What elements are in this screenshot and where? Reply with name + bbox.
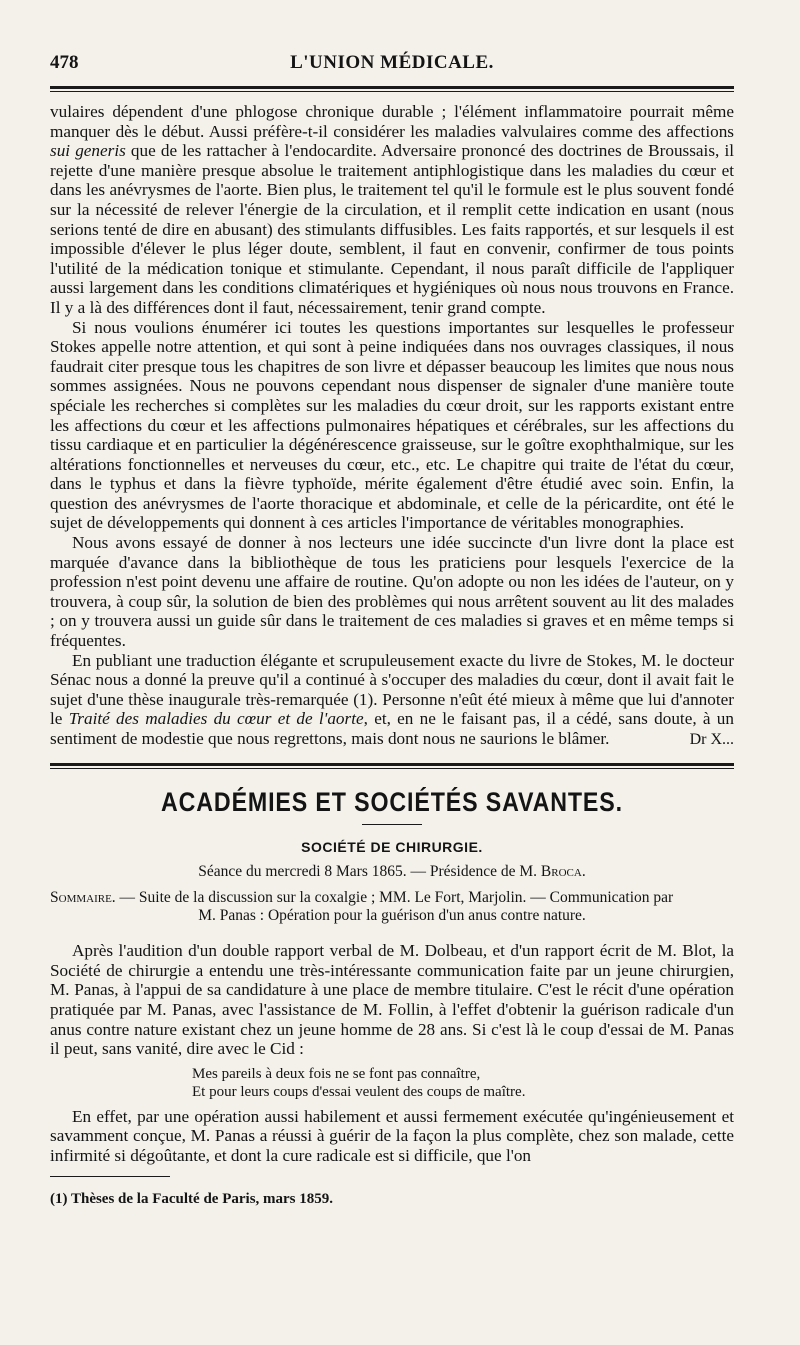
summary-label: Sommaire. bbox=[50, 889, 116, 907]
session-line bbox=[50, 863, 734, 881]
title-underline bbox=[362, 824, 422, 825]
quote-line: Mes pareils à deux fois ne se font pas connaître, bbox=[192, 1065, 481, 1082]
section-title: ACADÉMIES ET SOCIÉTÉS SAVANTES. bbox=[161, 787, 623, 818]
article-paragraph-1 bbox=[50, 102, 734, 318]
summary-text: — Suite de la discussion sur la coxalgie ; MM. Le Fort, Marjolin. — Communication par bbox=[115, 889, 674, 907]
quote-line: Et pour leurs coups d'essai veulent des coups de maître. bbox=[192, 1083, 526, 1100]
session-summary bbox=[50, 889, 734, 925]
header-rule bbox=[50, 86, 734, 89]
session-body-continued bbox=[50, 1107, 734, 1166]
section-rule-thin bbox=[50, 768, 734, 769]
article-paragraph-3: Nous avons essayé de donner à nos lecteurs une idée succincte d'un livre dont la place est marquée d'avance dans la bibliothèque de tous les praticiens pour lesquels l'exercice de la profession n'est point devenu une affaire de routine. Qu'on adopte ou non les idées de l'auteur, on y trouvera, à coup sûr, la solution de bien des problèmes qui nous arrêtent souvent au lit des malades ; on y trouvera aussi un guide sûr dans le traitement de ces maladies si graves et en même temps si fréquentes. bbox=[50, 533, 734, 651]
footnote: (1) Thèses de la Faculté de Paris, mars 1859. bbox=[50, 1190, 334, 1207]
paragraph-text: , et, en ne le faisant pas, il a cédé, sans doute, à un sentiment de modestie que nous regrettons, mais dont nous ne saurions le blâmer. bbox=[50, 709, 734, 748]
running-head bbox=[50, 52, 734, 82]
session-body bbox=[50, 941, 734, 1059]
paragraph-text: En publiant une traduction élégante et scrupuleusement exacte du livre de Stokes, M. le docteur Sénac nous a donné la preuve qu'il a continué à s'occuper des maladies du cœur, dont il avait fait le sujet d'une thèse inaugurale très-remarquée (1). Personne n'eût été mieux à même que lui d'annoter le bbox=[50, 650, 734, 729]
journal-title: L'UNION MÉDICALE. bbox=[290, 52, 494, 73]
book-title: Traité des maladies du cœur et de l'aorte bbox=[68, 709, 364, 729]
article-signature: Dr X... bbox=[689, 730, 734, 748]
article-body bbox=[50, 102, 734, 749]
header-rule-thin bbox=[50, 91, 734, 92]
footnote-rule bbox=[50, 1176, 170, 1177]
latin-term: sui generis bbox=[50, 141, 126, 161]
section-rule bbox=[50, 763, 734, 766]
paragraph-text: vulaires dépendent d'une phlogose chronique durable ; l'élément inflammatoire pourrait même manquer dès le début. Aussi préfère-t-il considérer les maladies valvulaires comme des affections bbox=[50, 102, 734, 141]
summary-text-line-2: M. Panas : Opération pour la guérison d'un anus contre nature. bbox=[198, 907, 586, 925]
verse-quote bbox=[192, 1065, 734, 1101]
society-name: SOCIÉTÉ DE CHIRURGIE. bbox=[301, 839, 483, 856]
page-number: 478 bbox=[50, 52, 79, 73]
session-paragraph-1: Après l'audition d'un double rapport verbal de M. Dolbeau, et d'un rapport écrit de M. Blot, la Société de chirurgie a entendu une très-intéressante communication faite par un jeune chirurgien, M. Panas, à l'appui de sa candidature à une place de membre titulaire. C'est le récit d'une opération pratiquée par M. Panas, avec l'assistance de M. Follin, à l'effet d'obtenir la guérison radicale d'un anus contre nature existant chez un jeune homme de 28 ans. Si c'est là le coup d'essai de M. Panas il peut, sans vanité, dire avec le Cid : bbox=[50, 941, 734, 1059]
session-president: Broca. bbox=[540, 863, 586, 881]
article-paragraph-2: Si nous voulions énumérer ici toutes les questions importantes sur lesquelles le professeur Stokes appelle notre attention, et qui sont à peine indiquées dans nos ouvrages classiques, il nous faudrait citer presque tous les chapitres de son livre et dépasser beaucoup les limites que nous nous sommes assignées. Nous ne pouvons cependant nous dispenser de signaler d'une manière toute spéciale les recherches si complètes sur les maladies du cœur droit, sur les rapports existant entre les affections du cœur et les affections pulmonaires hépatiques et cérébrales, sur les affections du tissu cardiaque et en particulier la dégénérescence graisseuse, sur le goître exophthalmique, sur les altérations fonctionnelles et nerveuses du cœur, etc., etc. Le chapitre qui traite de l'état du cœur, dans le typhus et dans la fièvre typhoïde, mérite également d'être étudié avec soin. Enfin, la question des anévrysmes de l'aorte thoracique et abdominale, et celle de la péricardite, ont été le sujet de développements qui donnent à ces articles l'importance de véritables monographies. bbox=[50, 317, 734, 533]
paragraph-text: que de les rattacher à l'endocardite. Adversaire prononcé des doctrines de Broussais, il rejette d'une manière presque absolue le traitement antiphlogistique dans les maladies du cœur et dans les anévrysmes de l'aorte. Bien plus, le traitement tel qu'il le formule est le plus souvent fondé sur la nécessité de relever l'énergie de la circulation, et il remplit cette indication en usant (nous serions tenté de dire en abusant) des stimulants diffusibles. Les faits rapportés, et sur lesquels il est impossible d'élever le plus léger doute, semblent, il faut en convenir, confirmer de tous points l'utilité de la médication tonique et stimulante. Cependant, il nous paraît difficile de l'appliquer aussi largement dans les conditions climatériques et hygiéniques où nous nous trouvons en France. Il y a là des différences dont il faut, nécessairement, tenir grand compte. bbox=[50, 141, 734, 317]
session-text: Séance du mercredi 8 Mars 1865. — Présidence de M. bbox=[198, 863, 541, 881]
session-paragraph-2: En effet, par une opération aussi habilement et aussi fermement exécutée qu'ingénieusement et savamment conçue, M. Panas a réussi à guérir de la façon la plus complète, chez son malade, cette infirmité si dégoûtante, et dont la cure radicale est si difficile, que l'on bbox=[50, 1106, 734, 1165]
